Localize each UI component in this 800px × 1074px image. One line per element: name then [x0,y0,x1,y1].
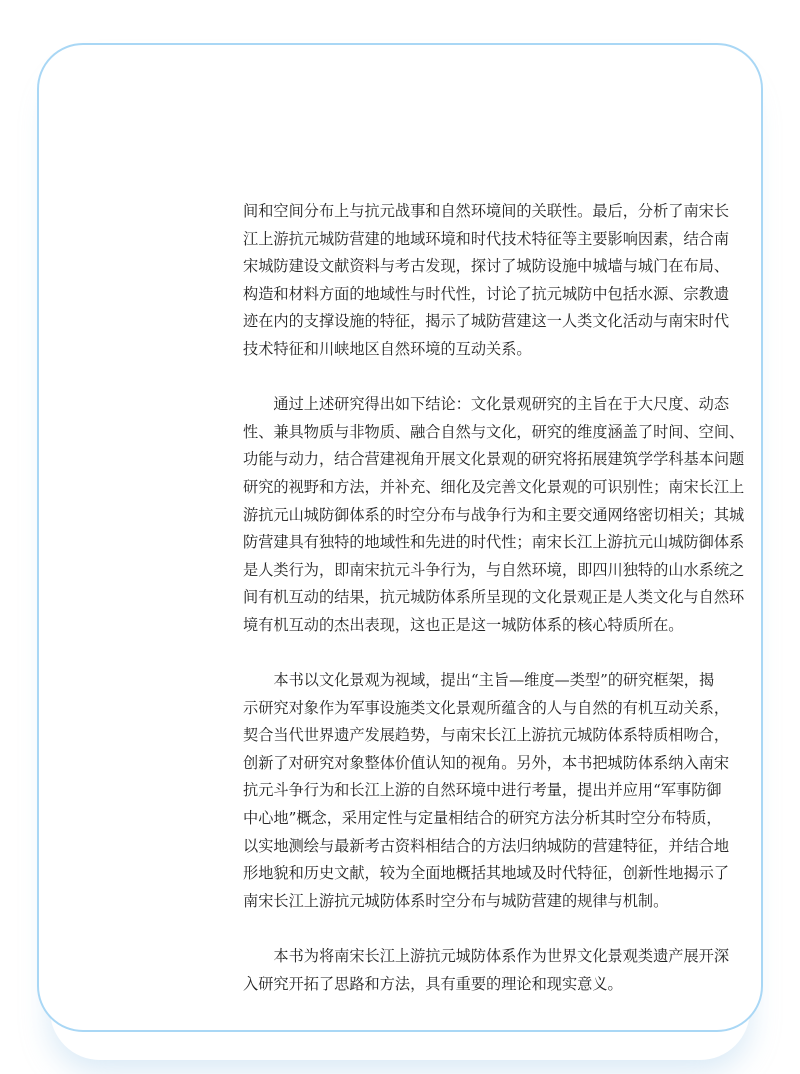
text-line: 技术特征和川峡地区自然环境的互动关系。 [243,339,532,358]
text-line: 构造和材料方面的地域性与时代性，讨论了抗元城防中包括水源、宗教遗 [243,284,729,303]
text-line: 南宋长江上游抗元城防体系时空分布与城防营建的规律与机制。 [243,891,669,910]
text-line: 以实地测绘与最新考古资料相结合的方法归纳城防的营建特征，并结合地 [243,836,729,855]
text-line: 创新了对研究对象整体价值认知的视角。另外，本书把城防体系纳入南宋 [243,753,729,772]
text-line: 宋城防建设文献资料与考古发现，探讨了城防设施中城墙与城门在布局、 [243,257,729,276]
text-line: 江上游抗元城防营建的地域环境和时代技术特征等主要影响因素，结合南 [243,229,729,248]
text-line: 间有机互动的结果，抗元城防体系所呈现的文化景观正是人类文化与自然环 [243,588,745,607]
text-line: 本书以文化景观为视域，提出“主旨—维度—类型”的研究框架，揭 [273,671,715,690]
paragraph [243,667,729,915]
paragraph [243,198,729,364]
text-line: 游抗元山城防御体系的时空分布与战争行为和主要交通网络密切相关；其城 [243,505,745,524]
text-line: 间和空间分布上与抗元战事和自然环境间的关联性。最后，分析了南宋长 [243,202,729,220]
paragraph [243,943,730,998]
text-line: 本书为将南宋长江上游抗元城防体系作为世界文化景观类遗产展开深 [273,947,730,966]
text-line: 中心地”概念，采用定性与定量相结合的研究方法分析其时空分布特质， [243,809,722,828]
text-line: 是人类行为，即南宋抗元斗争行为，与自然环境，即四川独特的山水系统之 [243,560,745,579]
text-line: 研究的视野和方法，并补充、细化及完善文化景观的可识别性；南宋长江上 [243,477,745,496]
text-line: 通过上述研究得出如下结论：文化景观研究的主旨在于大尺度、动态 [273,395,730,414]
body-text [243,198,745,1026]
text-line: 抗元斗争行为和长江上游的自然环境中进行考量，提出并应用“军事防御 [243,781,722,800]
paragraph [243,391,745,639]
text-line: 防营建具有独特的地域性和先进的时代性；南宋长江上游抗元山城防御体系 [243,533,745,552]
text-line: 迹在内的支撑设施的特征，揭示了城防营建这一人类文化活动与南宋时代 [243,312,729,331]
text-line: 入研究开拓了思路和方法，具有重要的理论和现实意义。 [243,974,623,993]
text-line: 性、兼具物质与非物质、融合自然与文化，研究的维度涵盖了时间、空间、 [243,422,745,441]
text-line: 形地貌和历史文献，较为全面地概括其地域及时代特征，创新性地揭示了 [243,864,729,883]
text-line: 境有机互动的杰出表现，这也正是这一城防体系的核心特质所在。 [243,615,684,634]
text-line: 功能与动力，结合营建视角开展文化景观的研究将拓展建筑学学科基本问题 [243,450,745,469]
text-line: 契合当代世界遗产发展趋势，与南宋长江上游抗元城防体系特质相吻合， [243,726,729,745]
text-line: 示研究对象作为军事设施类文化景观所蕴含的人与自然的有机互动关系， [243,698,729,717]
